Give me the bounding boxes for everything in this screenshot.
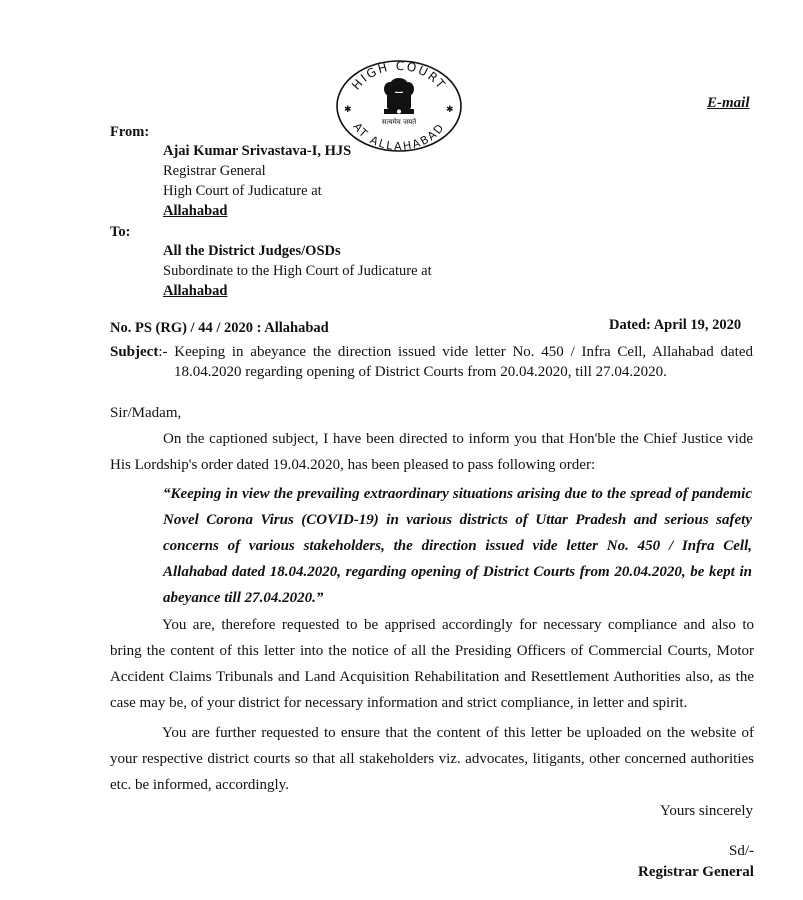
svg-text:✱: ✱ [344,105,352,115]
para2-line-3: Accident Claims Tribunals and Land Acquisition Rehabilitation and Resettlement Authorities also, as the [110,669,754,685]
letter-date: Dated: April 19, 2020 [609,317,742,333]
para2-line-2: bring the content of this letter into the notice of all the Presiding Officers of Commercial Courts, Motor [110,643,754,659]
svg-text:✱: ✱ [446,105,454,115]
quote-line-2: Novel Corona Virus (COVID-19) in various districts of Uttar Pradesh and serious safety [163,512,752,528]
to-name: All the District Judges/OSDs [163,243,341,259]
seal-motto: सत्यमेव जयते [381,118,417,126]
salutation: Sir/Madam, [110,405,182,421]
signatory-title: Registrar General [638,864,754,880]
closing: Yours sincerely [660,803,754,819]
para2-line-1: You are, therefore requested to be apprised accordingly for necessary compliance and also to [162,617,754,633]
para1-line-1: On the captioned subject, I have been directed to inform you that Hon'ble the Chief Justice vide [163,431,753,447]
from-place: Allahabad [163,203,228,219]
para3-line-3: etc. be informed, accordingly. [110,777,289,793]
from-label: From: [110,124,150,140]
quote-line-4: Allahabad dated 18.04.2020, regarding opening of District Courts from 20.04.2020, be kept in [163,564,752,580]
seal-top-text: HIGH COURT [349,58,449,93]
para2 [110,612,754,716]
subject-label: Subject [110,344,159,360]
para1-line-2: His Lordship's order dated 19.04.2020, has been pleased to pass following order: [110,457,596,473]
to-label: To: [110,224,131,240]
subject-text-1: :- Keeping in abeyance the direction issued vide letter No. 450 / Infra Cell, Allahabad dated [158,344,753,360]
high-court-seal [334,58,464,154]
para2-line-4: case may be, of your district for necessary information and strict compliance, in letter and spirit. [110,695,688,711]
para3-line-1: You are further requested to ensure that the content of this letter be uploaded on the website of [162,725,754,741]
to-office: Subordinate to the High Court of Judicature at [163,263,432,279]
para3 [110,720,754,798]
seal-bottom-text: AT ALLAHABAD [350,120,448,154]
emblem-icon [384,78,414,114]
from-designation: Registrar General [163,163,266,179]
from-name: Ajai Kumar Srivastava-I, HJS [163,143,352,159]
subject-line-1 [110,344,753,361]
quote-line-5: abeyance till 27.04.2020.” [163,590,324,606]
quote-line-3: concerns of various stakeholders, the direction issued vide letter No. 450 / Infra Cell, [163,538,752,554]
reference-number: No. PS (RG) / 44 / 2020 : Allahabad [110,320,329,336]
to-place: Allahabad [163,283,228,299]
subject-text-2: 18.04.2020 regarding opening of District Courts from 20.04.2020, till 27.04.2020. [174,364,667,380]
order-quote [163,481,752,611]
signature: Sd/- [729,843,755,859]
quote-line-1: “Keeping in view the prevailing extraordinary situations arising due to the spread of pandemic [163,486,752,502]
from-office: High Court of Judicature at [163,183,322,199]
para3-line-2: your respective district courts so that all stakeholders viz. advocates, litigants, other concerned authorities [110,751,754,767]
email-label: E-mail [707,95,750,111]
